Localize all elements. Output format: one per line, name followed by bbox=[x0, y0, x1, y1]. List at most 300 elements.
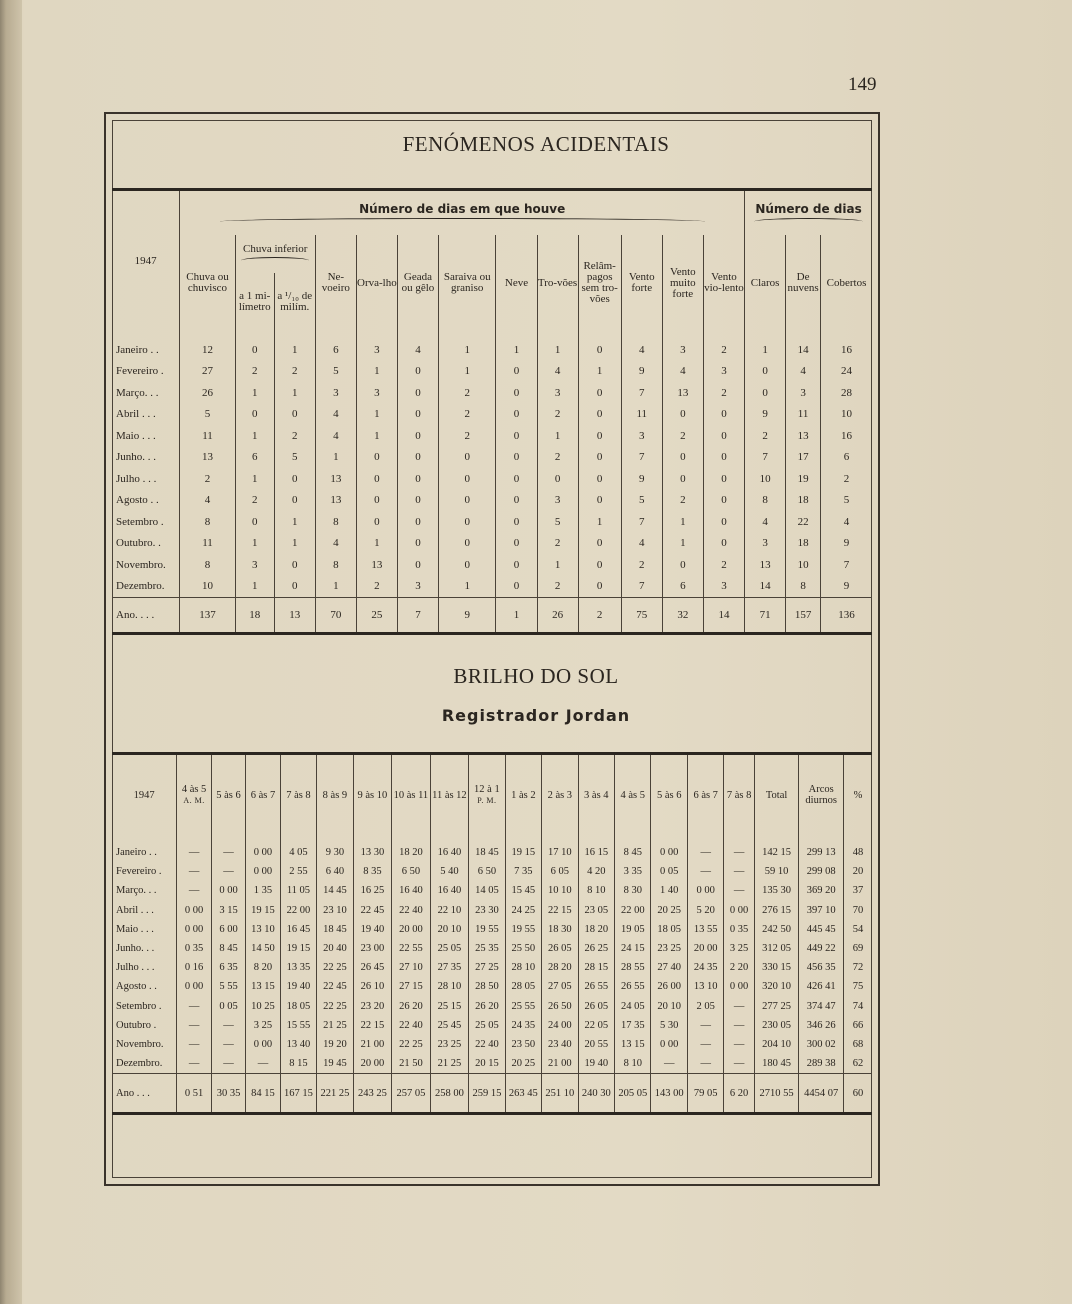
value-cell: 26 10 bbox=[353, 977, 392, 996]
value-cell: 20 00 bbox=[353, 1054, 392, 1074]
value-cell: 6 50 bbox=[469, 862, 505, 881]
value-cell: 13 bbox=[745, 554, 786, 576]
month-cell: Setembro . bbox=[112, 997, 177, 1016]
value-cell: 4454 07 bbox=[799, 1074, 844, 1114]
value-cell: 7 bbox=[621, 447, 662, 469]
value-cell: 167 15 bbox=[280, 1074, 316, 1114]
value-cell: 16 40 bbox=[430, 881, 469, 900]
table-row bbox=[112, 997, 872, 1016]
value-cell: 0 bbox=[496, 361, 537, 383]
value-cell: 3 bbox=[397, 576, 438, 598]
value-cell: 23 25 bbox=[651, 939, 687, 958]
value-cell: 25 15 bbox=[430, 997, 469, 1016]
month-cell: Dezembro. bbox=[112, 1054, 177, 1074]
value-cell: 137 bbox=[180, 598, 235, 634]
bri-col-header: 2 às 3 bbox=[542, 754, 578, 836]
value-cell: 0 bbox=[578, 382, 621, 404]
value-cell: 23 05 bbox=[578, 901, 614, 920]
table-row bbox=[112, 339, 872, 361]
value-cell: 0 00 bbox=[724, 977, 754, 996]
value-cell: 0 bbox=[578, 468, 621, 490]
value-cell: 21 50 bbox=[392, 1054, 431, 1074]
value-cell: 0 bbox=[662, 554, 703, 576]
value-cell: 25 55 bbox=[505, 997, 541, 1016]
month-cell: Janeiro . . bbox=[112, 339, 180, 361]
value-cell: 24 05 bbox=[615, 997, 651, 1016]
value-cell: 6 40 bbox=[317, 862, 353, 881]
value-cell: 0 00 bbox=[651, 1035, 687, 1054]
value-cell: 2 bbox=[662, 425, 703, 447]
value-cell: 16 40 bbox=[392, 881, 431, 900]
value-cell: 22 25 bbox=[392, 1035, 431, 1054]
value-cell: 16 15 bbox=[578, 843, 614, 862]
value-cell: 2 20 bbox=[724, 958, 754, 977]
value-cell: 18 20 bbox=[578, 920, 614, 939]
value-cell: 4 bbox=[537, 361, 578, 383]
value-cell: 0 00 bbox=[211, 881, 245, 900]
value-cell: 11 bbox=[180, 533, 235, 555]
value-cell: 25 35 bbox=[469, 939, 505, 958]
spacer-cell bbox=[438, 331, 496, 339]
spacer-cell bbox=[177, 835, 211, 843]
value-cell: 18 45 bbox=[317, 920, 353, 939]
value-cell: 26 45 bbox=[353, 958, 392, 977]
value-cell: 14 bbox=[786, 339, 821, 361]
value-cell: 14 05 bbox=[469, 881, 505, 900]
value-cell: 26 25 bbox=[578, 939, 614, 958]
value-cell: 25 05 bbox=[469, 1016, 505, 1035]
value-cell: 6 35 bbox=[211, 958, 245, 977]
month-cell: Junho. . . bbox=[112, 939, 177, 958]
value-cell: 2 bbox=[235, 361, 274, 383]
value-cell: 13 bbox=[786, 425, 821, 447]
value-cell: — bbox=[724, 881, 754, 900]
spacer-cell bbox=[843, 835, 872, 843]
value-cell: 2 bbox=[662, 490, 703, 512]
table-row bbox=[112, 447, 872, 469]
value-cell: 18 05 bbox=[651, 920, 687, 939]
value-cell: 0 16 bbox=[177, 958, 211, 977]
bri-col-header: 9 às 10 bbox=[353, 754, 392, 836]
value-cell: 312 05 bbox=[754, 939, 799, 958]
value-cell: 0 00 bbox=[177, 901, 211, 920]
page-number: 149 bbox=[848, 74, 877, 95]
spacer-cell bbox=[112, 331, 180, 339]
value-cell: 7 bbox=[621, 511, 662, 533]
value-cell: 6 05 bbox=[542, 862, 578, 881]
value-cell: 5 30 bbox=[651, 1016, 687, 1035]
value-cell: 2 bbox=[438, 425, 496, 447]
value-cell: 9 30 bbox=[317, 843, 353, 862]
value-cell: 13 15 bbox=[246, 977, 280, 996]
value-cell: 19 55 bbox=[469, 920, 505, 939]
value-cell: 0 bbox=[438, 554, 496, 576]
brilho-subtitle: Registrador Jordan bbox=[441, 706, 631, 725]
month-cell: Ano . . . bbox=[112, 1074, 177, 1114]
value-cell: 28 bbox=[841, 386, 853, 399]
spacer-cell bbox=[542, 835, 578, 843]
value-cell: 18 30 bbox=[542, 920, 578, 939]
value-cell: 3 bbox=[537, 382, 578, 404]
fen-col-header: Cobertos bbox=[826, 276, 867, 289]
value-cell: 2 bbox=[537, 533, 578, 555]
brilho-title: BRILHO DO SOL bbox=[453, 664, 619, 688]
bri-col-header: 6 às 7 bbox=[687, 754, 723, 836]
table-row bbox=[112, 1054, 872, 1074]
value-cell: 0 bbox=[235, 404, 274, 426]
value-cell: 28 50 bbox=[469, 977, 505, 996]
total-row bbox=[112, 1074, 872, 1114]
value-cell: 4 bbox=[662, 361, 703, 383]
bri-col-label: 4 às 5 bbox=[181, 784, 207, 795]
value-cell: 26 20 bbox=[469, 997, 505, 1016]
value-cell: 0 bbox=[438, 490, 496, 512]
value-cell: 22 25 bbox=[317, 958, 353, 977]
value-cell: 2 bbox=[537, 447, 578, 469]
value-cell: 22 55 bbox=[392, 939, 431, 958]
value-cell: — bbox=[687, 1016, 723, 1035]
brace-decoration bbox=[754, 218, 863, 225]
value-cell: 0 bbox=[703, 425, 744, 447]
value-cell: 0 bbox=[496, 404, 537, 426]
value-cell: 221 25 bbox=[317, 1074, 353, 1114]
value-cell: 8 20 bbox=[246, 958, 280, 977]
fen-col-header: Relâm-pagos sem tro-vões bbox=[578, 235, 621, 331]
month-cell: Junho. . . bbox=[112, 447, 180, 469]
value-cell: — bbox=[687, 1035, 723, 1054]
value-cell: 7 bbox=[843, 558, 850, 571]
fen-col-header: Geada ou gêlo bbox=[397, 235, 438, 331]
value-cell: 26 05 bbox=[578, 997, 614, 1016]
value-cell: 2 bbox=[578, 598, 621, 634]
bri-col-header bbox=[177, 754, 211, 836]
value-cell: 60 bbox=[843, 1074, 872, 1114]
value-cell: 5 bbox=[274, 447, 315, 469]
value-cell: 3 15 bbox=[211, 901, 245, 920]
value-cell: 2 55 bbox=[280, 862, 316, 881]
spacer-cell bbox=[578, 331, 621, 339]
value-cell: 74 bbox=[852, 1000, 864, 1012]
month-cell: Maio . . . bbox=[112, 425, 180, 447]
value-cell: 0 bbox=[578, 576, 621, 598]
value-cell: 8 35 bbox=[353, 862, 392, 881]
table-row bbox=[112, 511, 872, 533]
value-cell: 4 bbox=[180, 490, 235, 512]
value-cell: 18 05 bbox=[280, 997, 316, 1016]
spacer-cell bbox=[578, 835, 614, 843]
value-cell: 9 bbox=[621, 468, 662, 490]
value-cell: 7 bbox=[621, 576, 662, 598]
value-cell: 289 38 bbox=[799, 1054, 844, 1074]
value-cell: 2 05 bbox=[687, 997, 723, 1016]
spacer-cell bbox=[246, 835, 280, 843]
value-cell: 0 bbox=[397, 382, 438, 404]
fen-col-header: Ne-voeiro bbox=[315, 235, 356, 331]
value-cell: 0 bbox=[438, 447, 496, 469]
value-cell: 0 00 bbox=[246, 1035, 280, 1054]
value-cell: 8 bbox=[180, 511, 235, 533]
value-cell: 3 bbox=[356, 382, 397, 404]
value-cell: 27 25 bbox=[469, 958, 505, 977]
value-cell: — bbox=[687, 862, 723, 881]
value-cell: 24 00 bbox=[542, 1016, 578, 1035]
fen-group-number-label: Número de dias bbox=[755, 201, 862, 216]
value-cell: 11 bbox=[180, 425, 235, 447]
value-cell: 10 10 bbox=[542, 881, 578, 900]
value-cell: 14 bbox=[745, 576, 786, 598]
value-cell: 0 bbox=[703, 447, 744, 469]
value-cell: 22 25 bbox=[317, 997, 353, 1016]
value-cell: 26 bbox=[537, 598, 578, 634]
month-cell: Julho . . . bbox=[112, 958, 177, 977]
value-cell: 21 00 bbox=[353, 1035, 392, 1054]
value-cell: 20 10 bbox=[430, 920, 469, 939]
value-cell: 7 bbox=[621, 382, 662, 404]
value-cell: 26 50 bbox=[542, 997, 578, 1016]
value-cell: 3 25 bbox=[724, 939, 754, 958]
value-cell: 1 bbox=[537, 554, 578, 576]
spacer-cell bbox=[392, 835, 431, 843]
value-cell: 4 bbox=[315, 425, 356, 447]
fen-col-header: a ¹/₁₀ de milím. bbox=[274, 273, 315, 331]
value-cell: 0 bbox=[703, 490, 744, 512]
value-cell: 0 bbox=[578, 425, 621, 447]
value-cell: 28 05 bbox=[505, 977, 541, 996]
value-cell: 9 bbox=[745, 404, 786, 426]
value-cell: 1 bbox=[356, 404, 397, 426]
value-cell: 0 bbox=[496, 447, 537, 469]
value-cell: 0 bbox=[397, 533, 438, 555]
table-row bbox=[112, 862, 872, 881]
month-cell: Fevereiro . bbox=[112, 862, 177, 881]
spacer-cell bbox=[724, 835, 754, 843]
value-cell: 204 10 bbox=[754, 1035, 799, 1054]
fen-col-header: Vento muito forte bbox=[662, 235, 703, 331]
value-cell: 1 bbox=[578, 511, 621, 533]
value-cell: 69 bbox=[852, 943, 864, 955]
spacer-cell bbox=[799, 835, 844, 843]
value-cell: 2 bbox=[703, 339, 744, 361]
value-cell: 26 20 bbox=[392, 997, 431, 1016]
value-cell: 1 bbox=[315, 576, 356, 598]
value-cell: 2 bbox=[274, 361, 315, 383]
value-cell: 27 15 bbox=[392, 977, 431, 996]
value-cell: 10 bbox=[841, 408, 853, 421]
value-cell: 0 bbox=[496, 382, 537, 404]
value-cell: 0 bbox=[662, 404, 703, 426]
bri-col-label: 12 à 1 bbox=[474, 784, 500, 795]
value-cell: 22 10 bbox=[430, 901, 469, 920]
value-cell: 2710 55 bbox=[754, 1074, 799, 1114]
value-cell: 4 bbox=[397, 339, 438, 361]
value-cell: 8 10 bbox=[615, 1054, 651, 1074]
spacer-cell bbox=[662, 331, 703, 339]
table-row bbox=[112, 958, 872, 977]
value-cell: 23 50 bbox=[505, 1035, 541, 1054]
value-cell: 6 20 bbox=[724, 1074, 754, 1114]
value-cell: 242 50 bbox=[754, 920, 799, 939]
value-cell: 9 bbox=[438, 598, 496, 634]
bri-col-header: 6 às 7 bbox=[246, 754, 280, 836]
month-cell: Maio . . . bbox=[112, 920, 177, 939]
value-cell: 2 bbox=[438, 404, 496, 426]
fen-col-header: a 1 mi-límetro bbox=[235, 273, 274, 331]
value-cell: 346 26 bbox=[799, 1016, 844, 1035]
value-cell: — bbox=[724, 1035, 754, 1054]
value-cell: 4 05 bbox=[280, 843, 316, 862]
value-cell: 59 10 bbox=[754, 862, 799, 881]
value-cell: 6 bbox=[235, 447, 274, 469]
value-cell: 4 bbox=[621, 339, 662, 361]
bri-col-header: 10 às 11 bbox=[392, 754, 431, 836]
value-cell: 23 40 bbox=[542, 1035, 578, 1054]
table-row bbox=[112, 361, 872, 383]
value-cell: 263 45 bbox=[505, 1074, 541, 1114]
value-cell: — bbox=[724, 843, 754, 862]
value-cell: 6 bbox=[662, 576, 703, 598]
value-cell: 17 35 bbox=[615, 1016, 651, 1035]
value-cell: 0 bbox=[397, 447, 438, 469]
value-cell: 0 bbox=[397, 511, 438, 533]
value-cell: 299 13 bbox=[799, 843, 844, 862]
value-cell: 21 25 bbox=[317, 1016, 353, 1035]
value-cell: 0 00 bbox=[246, 843, 280, 862]
table-row bbox=[112, 881, 872, 900]
value-cell: 8 bbox=[786, 576, 821, 598]
table-row bbox=[112, 533, 872, 555]
value-cell: 374 47 bbox=[799, 997, 844, 1016]
table-row bbox=[112, 939, 872, 958]
value-cell: 135 30 bbox=[754, 881, 799, 900]
am-label: A. M. bbox=[183, 796, 205, 805]
total-row bbox=[112, 598, 872, 634]
value-cell: — bbox=[177, 843, 211, 862]
value-cell: — bbox=[177, 881, 211, 900]
value-cell: 0 bbox=[438, 533, 496, 555]
value-cell: 0 00 bbox=[724, 901, 754, 920]
value-cell: 0 bbox=[235, 339, 274, 361]
value-cell: 18 20 bbox=[392, 843, 431, 862]
value-cell: 24 bbox=[841, 365, 853, 378]
value-cell: 20 bbox=[852, 866, 864, 878]
value-cell: — bbox=[651, 1054, 687, 1074]
value-cell: 23 00 bbox=[353, 939, 392, 958]
value-cell: 1 bbox=[438, 339, 496, 361]
value-cell: 251 10 bbox=[542, 1074, 578, 1114]
value-cell: 1 bbox=[274, 511, 315, 533]
value-cell: — bbox=[724, 1016, 754, 1035]
value-cell: 3 bbox=[662, 339, 703, 361]
value-cell: 0 bbox=[496, 468, 537, 490]
pm-label: P. M. bbox=[477, 796, 497, 805]
spacer-cell bbox=[430, 835, 469, 843]
value-cell: 5 bbox=[537, 511, 578, 533]
value-cell: 7 bbox=[397, 598, 438, 634]
value-cell: 1 bbox=[745, 339, 786, 361]
value-cell: 19 40 bbox=[280, 977, 316, 996]
value-cell: 27 05 bbox=[542, 977, 578, 996]
value-cell: 16 40 bbox=[430, 843, 469, 862]
value-cell: — bbox=[211, 1016, 245, 1035]
value-cell: 2 bbox=[537, 404, 578, 426]
value-cell: 1 bbox=[235, 576, 274, 598]
value-cell: 11 bbox=[621, 404, 662, 426]
fen-col-header: Orva-lho bbox=[356, 235, 397, 331]
value-cell: 13 30 bbox=[353, 843, 392, 862]
table-row bbox=[112, 920, 872, 939]
value-cell: 19 bbox=[786, 468, 821, 490]
value-cell: 0 bbox=[578, 554, 621, 576]
value-cell: 0 bbox=[356, 490, 397, 512]
table-row bbox=[112, 425, 872, 447]
value-cell: 1 bbox=[356, 361, 397, 383]
value-cell: 1 bbox=[274, 533, 315, 555]
value-cell: 13 bbox=[315, 468, 356, 490]
value-cell: 20 25 bbox=[651, 901, 687, 920]
value-cell: 24 15 bbox=[615, 939, 651, 958]
value-cell: 1 40 bbox=[651, 881, 687, 900]
month-cell: Abril . . . bbox=[112, 404, 180, 426]
value-cell: 445 45 bbox=[799, 920, 844, 939]
spacer-cell bbox=[505, 835, 541, 843]
value-cell: 13 bbox=[180, 447, 235, 469]
value-cell: 1 bbox=[235, 382, 274, 404]
value-cell: 3 bbox=[356, 339, 397, 361]
brilho-table bbox=[112, 752, 872, 1115]
value-cell: 4 bbox=[786, 361, 821, 383]
value-cell: 28 20 bbox=[542, 958, 578, 977]
value-cell: 2 bbox=[274, 425, 315, 447]
value-cell: 23 25 bbox=[430, 1035, 469, 1054]
value-cell: 12 bbox=[180, 339, 235, 361]
value-cell: 16 45 bbox=[280, 920, 316, 939]
value-cell: 20 55 bbox=[578, 1035, 614, 1054]
value-cell: 10 bbox=[786, 554, 821, 576]
value-cell: 24 25 bbox=[505, 901, 541, 920]
month-cell: Novembro. bbox=[112, 1035, 177, 1054]
value-cell: 20 00 bbox=[392, 920, 431, 939]
bri-col-header: Total bbox=[754, 754, 799, 836]
value-cell: 0 35 bbox=[724, 920, 754, 939]
value-cell: 0 bbox=[356, 468, 397, 490]
value-cell: 0 00 bbox=[246, 862, 280, 881]
fen-col-header: Chuva ou chuvisco bbox=[180, 235, 235, 331]
value-cell: 1 bbox=[537, 339, 578, 361]
value-cell: 28 10 bbox=[505, 958, 541, 977]
spacer-cell bbox=[180, 331, 235, 339]
value-cell: 3 bbox=[703, 576, 744, 598]
bri-col-header: 4 às 5 bbox=[615, 754, 651, 836]
value-cell: 19 40 bbox=[353, 920, 392, 939]
spacer-cell bbox=[274, 331, 315, 339]
spacer-cell bbox=[703, 331, 744, 339]
value-cell: 0 bbox=[274, 468, 315, 490]
value-cell: 0 bbox=[397, 404, 438, 426]
value-cell: 258 00 bbox=[430, 1074, 469, 1114]
month-cell: Março. . . bbox=[112, 382, 180, 404]
value-cell: 8 15 bbox=[280, 1054, 316, 1074]
value-cell: 21 25 bbox=[430, 1054, 469, 1074]
value-cell: 0 bbox=[438, 511, 496, 533]
value-cell: 4 bbox=[315, 533, 356, 555]
value-cell: 20 00 bbox=[687, 939, 723, 958]
value-cell: 25 50 bbox=[505, 939, 541, 958]
value-cell: 1 bbox=[315, 447, 356, 469]
value-cell: 4 bbox=[621, 533, 662, 555]
value-cell: 23 10 bbox=[317, 901, 353, 920]
value-cell: — bbox=[177, 997, 211, 1016]
value-cell: 26 bbox=[180, 382, 235, 404]
